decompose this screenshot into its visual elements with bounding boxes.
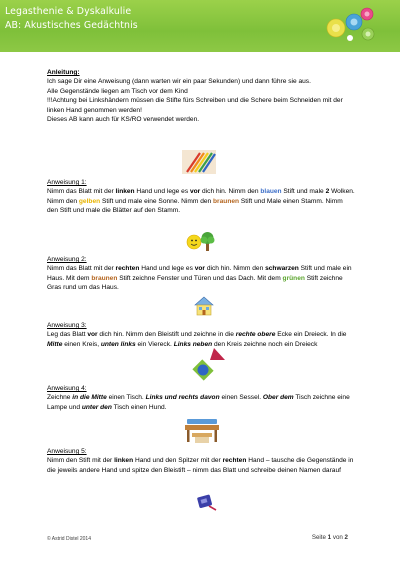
sun-and-tree-icon <box>185 230 215 252</box>
instruction-4 <box>47 384 355 412</box>
instruction-text: Nimm das Blatt mit der linken Hand und lege es vor dich hin. Nimm den blauen Stift und male 2 Wolken. Nimm den gelben Stift und male eine Sonne. Nimm den braunen Stift und Male einen Stamm. Nimm den Stift und male die Blätter auf den Stamm. <box>47 188 355 215</box>
header-band <box>0 0 400 52</box>
instruction-heading: Anweisung 4: <box>47 385 87 392</box>
copyright-notice: © Astrid Distel 2014 <box>47 536 91 542</box>
instruction-heading: Anweisung 3: <box>47 322 87 329</box>
instruction-text: Nimm das Blatt mit der rechten Hand und lege es vor dich hin. Nimm den schwarzen Stift und male ein Haus. Mit dem braunen Stift zeichne Fenster und Türen und das Dach. Mit dem grünen Stift zeichne Gras rund um das Haus. <box>47 265 352 292</box>
house-icon <box>194 296 214 316</box>
intro-warning: !!!Achtung bei Linkshändern müssen die Stifte fürs Schreiben und die Schere beim Schneiden mit der linken Hand genommen werden! <box>47 97 343 114</box>
gears-logo-icon <box>322 4 378 46</box>
instruction-1 <box>47 178 355 216</box>
instruction-text: Zeichne in die Mitte einen Tisch. Links und rechts davon einen Sessel. Ober dem Tisch zeichne eine Lampe und unter den Tisch einen Hund. <box>47 394 350 411</box>
intro-heading: Anleitung: <box>47 69 80 76</box>
instruction-5 <box>47 447 355 475</box>
intro-line: Ich sage Dir eine Anweisung (dann warten wir ein paar Sekunden) und dann führe sie aus. <box>47 78 311 86</box>
instructions-intro <box>47 68 355 124</box>
instruction-text: Nimm den Stift mit der linken Hand und den Spitzer mit der rechten Hand – tausche die Gegenstände in die jeweils andere Hand und spitze den Bleistift – nimm das Blatt und schreibe deinen Namen darauf <box>47 457 354 474</box>
instruction-2 <box>47 255 355 293</box>
document-title: Legasthenie & Dyskalkulie <box>5 6 132 17</box>
page-number: Seite 1 von 2 <box>311 534 348 541</box>
table-and-chairs-icon <box>183 417 221 445</box>
colored-pencils-icon <box>182 150 216 174</box>
intro-line: Dieses AB kann auch für KS/RO verwendet werden. <box>47 116 200 124</box>
instruction-3 <box>47 321 355 349</box>
page-footer <box>0 532 400 552</box>
document-subtitle: AB: Akustisches Gedächtnis <box>5 20 138 31</box>
instruction-text: Leg das Blatt vor dich hin. Nimm den Bleistift und zeichne in die rechte obere Ecke ein Dreieck. In die Mitte einen Kreis, unten links ein Viereck. Links neben den Kreis zeichne noch ein Dreieck <box>47 331 347 348</box>
intro-line: Alle Gegenstände liegen am Tisch vor dem Kind <box>47 87 188 95</box>
instruction-heading: Anweisung 5: <box>47 448 87 455</box>
geometric-shapes-icon <box>192 346 226 384</box>
sharpener-icon <box>195 491 217 511</box>
instruction-heading: Anweisung 2: <box>47 256 87 263</box>
instruction-heading: Anweisung 1: <box>47 179 87 186</box>
